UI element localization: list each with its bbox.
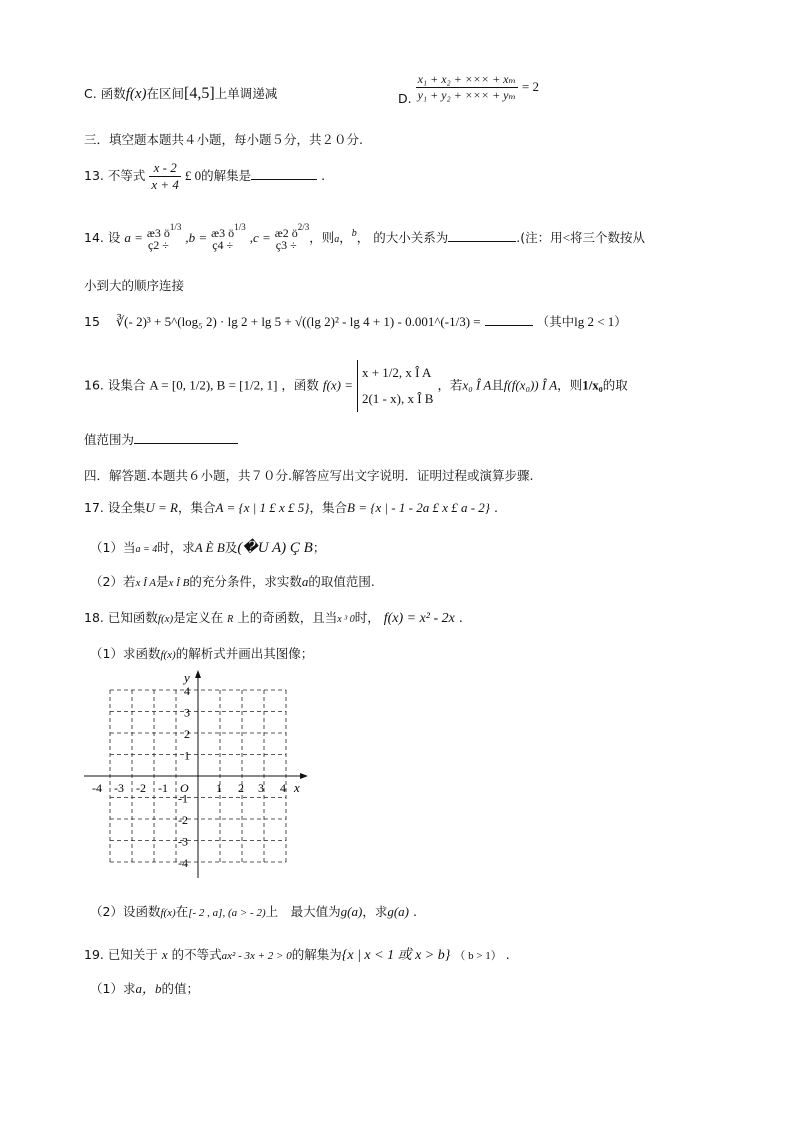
text: 的取 [602, 377, 628, 393]
text: （1）求函数 [90, 646, 161, 661]
x-tick-label: -2 [136, 781, 146, 795]
y-tick-label: 4 [184, 684, 190, 698]
math-paren-a [147, 227, 170, 251]
question-16 [84, 360, 628, 412]
text: （2）设函数 [90, 904, 161, 919]
math-f-x: f(x) [125, 86, 147, 102]
text: （其中 [536, 314, 575, 329]
text: 的大小关系为 [373, 230, 449, 245]
text: ，函数 [281, 377, 319, 393]
x-tick-label: 3 [258, 781, 264, 795]
text: 时，求 [157, 540, 195, 555]
text: ； [312, 540, 326, 555]
math-set-b: B = {x | - 1 - 2a £ x £ a - 2} [347, 500, 490, 515]
q12-option-d [398, 72, 539, 106]
text: ， [356, 230, 370, 245]
paren-top: æ2 ö [274, 225, 298, 240]
text: 的值； [161, 981, 199, 996]
math-var: a [334, 234, 340, 245]
text: 的不等式 [171, 947, 222, 962]
math-fdef: f(x) = [322, 377, 353, 393]
text: 上单调递减 [214, 86, 278, 101]
coordinate-grid [80, 668, 312, 888]
text: ） [614, 314, 627, 329]
exponent: 1/3 [234, 222, 246, 232]
y-axis-arrow [195, 670, 201, 678]
section-3-heading: 三．填空题本题共４小题，每小题５分，共２０分. [84, 132, 363, 147]
math-interval: [- 2 , a], (a > - 2) [188, 907, 266, 919]
text: （1）当 [90, 540, 136, 555]
text: . [505, 947, 510, 962]
text: 已知函数 [107, 610, 158, 625]
math-lt: < [562, 230, 570, 245]
exponent: 1/3 [169, 222, 182, 232]
text: 的解集 [201, 168, 239, 183]
text: 不等式 [107, 168, 146, 183]
math-fraction [416, 72, 518, 103]
denominator: y₁ + y₂ + ××× + yₘ [417, 88, 516, 102]
paren-top: æ3 ö [146, 225, 170, 240]
case-1: x + 1/2, x Î A [361, 365, 432, 380]
text: 值范围为 [84, 432, 135, 447]
question-14 [84, 222, 645, 251]
y-tick-label: -2 [178, 813, 188, 827]
paren-bottom: ç2 ÷ [147, 237, 169, 252]
text: ， [339, 230, 352, 245]
math-var: a [301, 574, 309, 589]
math-inequality: ax² - 3x + 2 > 0 [221, 950, 292, 962]
math-cond: x Î B [168, 577, 190, 589]
text: 的解析式并画出其图像； [175, 646, 314, 661]
question-number: 17. [84, 500, 104, 515]
text: 将三个数按从 [570, 230, 646, 245]
text: ，集合 [309, 500, 348, 515]
math-sets: A = [0, 1/2), B = [1/2, 1] [149, 377, 278, 393]
numerator: x - 2 [149, 160, 181, 177]
text: 是定义在 [173, 610, 224, 625]
y-tick-label: 3 [184, 705, 190, 720]
question-19 [84, 944, 510, 964]
answer-blank[interactable] [448, 229, 516, 242]
paren-bottom: ç3 ÷ [275, 237, 297, 252]
question-17-part-1 [90, 538, 325, 557]
text: ，若 [437, 377, 463, 393]
question-number: 19. [84, 947, 104, 962]
text: . [458, 610, 463, 625]
y-tick-label: -4 [178, 856, 188, 870]
text: .(注：用 [516, 230, 563, 245]
y-tick-label: 2 [184, 727, 190, 741]
math-c: ,c = [249, 230, 271, 245]
y-tick-labels [178, 684, 190, 870]
y-tick-label: -3 [178, 834, 188, 849]
x-tick-label: 1 [216, 781, 222, 795]
question-number: 18. [84, 610, 104, 625]
numerator: x₁ + x₂ + ××× + xₘ [417, 72, 516, 86]
option-label: C. [84, 86, 97, 101]
math-r: R [227, 614, 234, 625]
text: 的充分条件，求实数 [189, 574, 302, 589]
math-set-a: A = {x | 1 £ x £ 5} [215, 500, 310, 515]
text: 在 [175, 904, 189, 919]
question-18-part-1 [90, 644, 313, 662]
x-tick-label: -4 [92, 781, 102, 795]
y-tick-label: -1 [178, 791, 188, 806]
text: 是 [156, 574, 169, 589]
math-interval: [4,5] [184, 85, 215, 102]
math-paren-c [275, 227, 298, 251]
text: . [493, 500, 498, 515]
text: 及 [224, 540, 238, 555]
text: ，求 [362, 904, 388, 919]
x-axis-arrow [300, 773, 308, 779]
question-17 [84, 498, 498, 516]
text: 上 最大值为 [265, 904, 341, 919]
math-cond: a = 4 [135, 544, 158, 555]
question-14-line-2: 小到大的顺序连接 [84, 278, 185, 293]
math-vars: a，b [135, 981, 162, 996]
text: ，则 [309, 230, 335, 245]
x-tick-label: 4 [280, 781, 286, 795]
text: 已知关于 [107, 947, 158, 962]
case-2: 2(1 - x), x Î B [361, 391, 434, 406]
text: . [321, 168, 326, 183]
text: 设全集 [107, 500, 146, 515]
math-expr: A È B [194, 540, 225, 555]
text: 的解集为 [291, 947, 342, 962]
answer-blank[interactable] [134, 431, 238, 444]
text: 上的奇函数，且当 [237, 610, 338, 625]
answer-blank[interactable] [251, 167, 317, 180]
x-tick-label: 2 [238, 781, 244, 795]
text: （2）若 [90, 574, 136, 589]
question-17-part-2 [90, 572, 375, 590]
answer-blank[interactable] [485, 313, 533, 326]
text: 时， [354, 610, 380, 625]
text: 设集合 [107, 377, 146, 393]
math-paren-b [211, 227, 234, 251]
q12-option-c [84, 84, 277, 103]
math-f-x: f(x) [157, 613, 174, 625]
math-g-a: g(a) [387, 904, 409, 919]
math-cond: x ³ 0 [337, 614, 355, 625]
math-b: ,b = [185, 230, 208, 245]
question-16-line-2 [84, 430, 238, 448]
math-expr: (�U A) Ç B [237, 540, 313, 556]
math-fraction: 1/x₀ [582, 377, 603, 393]
y-axis-label: y [184, 670, 190, 685]
text: 的取值范围. [308, 574, 375, 589]
question-number: 15 [84, 314, 100, 329]
x-axis-label: x [294, 780, 300, 795]
exponent: 2/3 [297, 222, 310, 232]
text: （1）求 [90, 981, 136, 996]
text: . [412, 904, 417, 919]
piecewise-cases [357, 360, 434, 412]
math-expression: ∛(- 2)³ + 5^(log₅ 2) · lg 2 + lg 5 + √((lg 2)² - lg 4 + 1) - 0.001^(-1/3) = [115, 314, 481, 329]
math-universe: U = R [145, 500, 178, 515]
math-f-x: f(x) [160, 907, 176, 919]
math-a: a = [124, 230, 143, 245]
text: 函数 [100, 86, 126, 101]
x-tick-labels [92, 781, 286, 795]
y-tick-label: 1 [184, 748, 190, 763]
question-19-part-1 [90, 978, 199, 997]
text: 是 [238, 168, 252, 183]
math-relation: £ 0 [184, 168, 202, 183]
text: ，则 [557, 377, 583, 393]
section-4-heading: 四．解答题.本题共６小题，共７０分.解答应写出文字说明．证明过程或演算步骤. [84, 468, 534, 483]
text: 在区间 [146, 86, 185, 101]
math-cond: （ b > 1） [454, 950, 502, 962]
question-18-part-2 [90, 902, 417, 920]
denominator: x + 4 [151, 177, 179, 192]
text: 设 [107, 230, 121, 245]
math-f-x: f(x) [160, 649, 176, 661]
question-number: 16. [84, 377, 104, 393]
question-18 [84, 608, 463, 627]
math-rhs: = 2 [521, 79, 539, 94]
math-fraction [149, 160, 181, 193]
question-number: 13. [84, 168, 104, 183]
question-number: 14. [84, 230, 104, 245]
math-note: lg 2 < 1 [574, 314, 615, 329]
math-def: f(x) = x² - 2x [383, 611, 455, 626]
x-tick-label: -1 [158, 781, 168, 795]
text: 且 [491, 377, 504, 393]
x-tick-label: -3 [114, 781, 124, 795]
math-cond: x Î A [135, 577, 157, 589]
math-g-a: g(a) [340, 904, 363, 919]
paren-bottom: ç4 ÷ [212, 237, 234, 252]
math-var: b [351, 228, 357, 239]
question-15 [84, 312, 627, 330]
origin-label: O [180, 781, 189, 795]
math-solution-set: {x | x < 1 或 x > b} [341, 948, 451, 963]
math-var: x [161, 947, 168, 962]
paren-top: æ3 ö [211, 225, 235, 240]
question-13 [84, 160, 325, 193]
math-cond: x₀ Î A [462, 377, 492, 393]
text: ，集合 [178, 500, 216, 515]
option-label: D. [398, 91, 412, 106]
math-cond: f(f(x₀)) Î A [503, 377, 558, 393]
